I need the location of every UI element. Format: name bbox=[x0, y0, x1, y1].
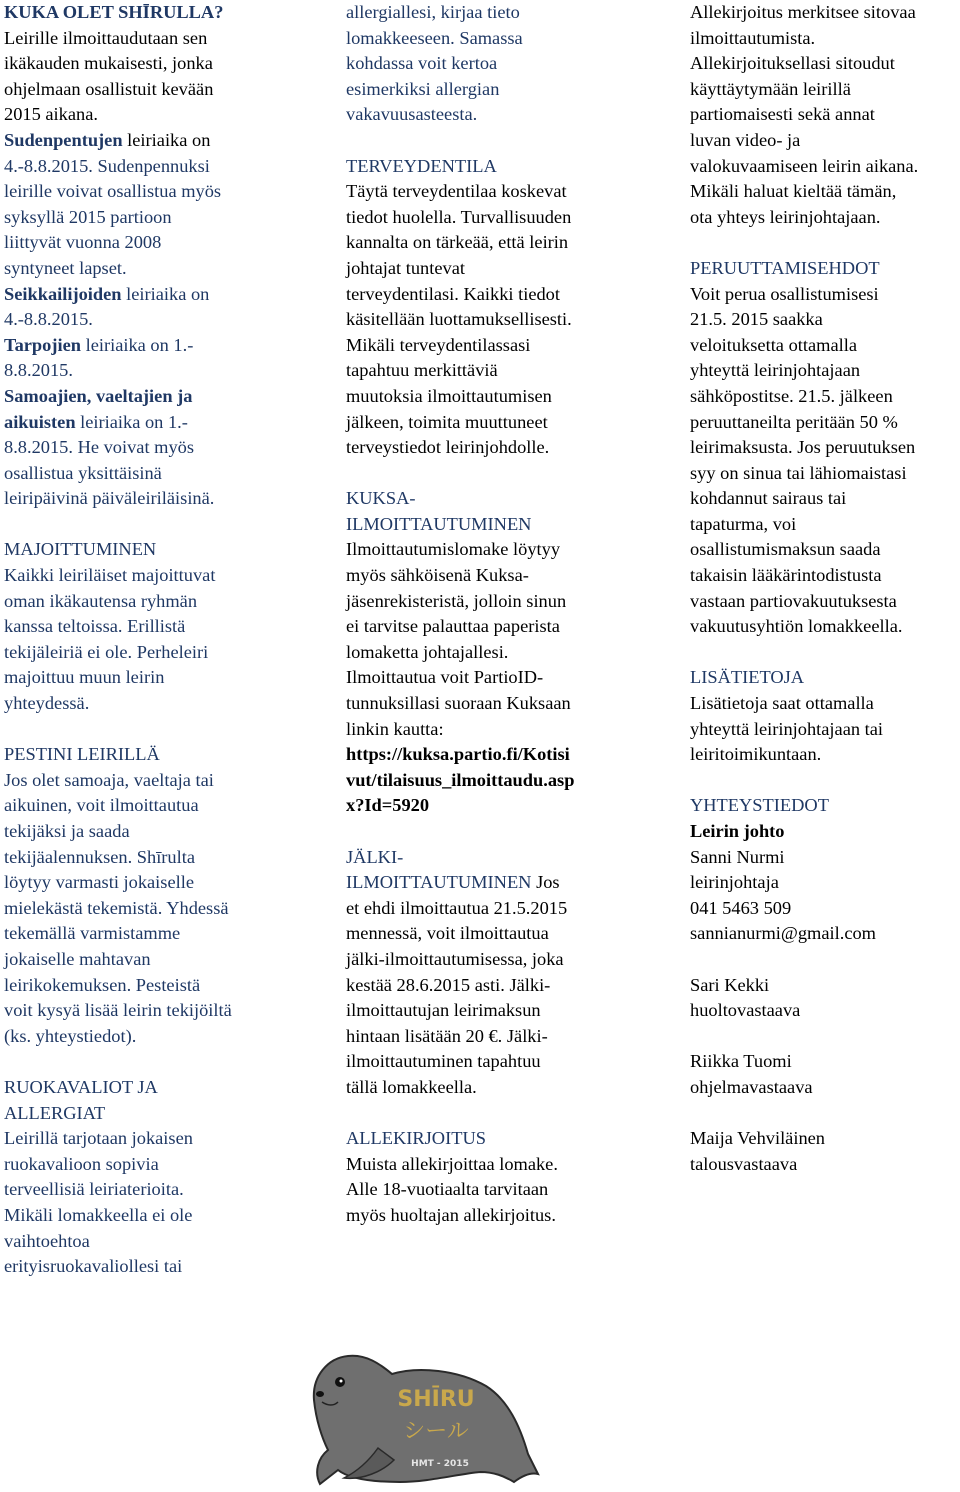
allekirjoitus-line: Alle 18-vuotiaalta tarvitaan bbox=[346, 1179, 549, 1200]
allergia-line: esimerkiksi allergian bbox=[346, 78, 500, 99]
terveys-line: Täytä terveydentilaa koskevat bbox=[346, 181, 567, 202]
ruokavaliot-line: Leirillä tarjotaan jokaisen bbox=[4, 1128, 193, 1149]
column-right bbox=[690, 0, 960, 1177]
kuksa-line: linkin kautta: bbox=[346, 718, 444, 739]
contact-role: leirinjohtaja bbox=[690, 872, 779, 893]
column-middle bbox=[346, 0, 676, 1229]
sudenpentujen-label: Sudenpentujen bbox=[4, 129, 123, 150]
aikuisten-text: leiriaika on 1.- bbox=[75, 411, 188, 432]
contact-name: Sanni Nurmi bbox=[690, 846, 785, 867]
pestini-line: tekijäksi ja saada bbox=[4, 821, 130, 841]
peruutus-line: veloituksetta ottamalla bbox=[690, 334, 857, 355]
pestini-line: aikuinen, voit ilmoittautua bbox=[4, 795, 199, 816]
kuksa-link[interactable]: x?Id=5920 bbox=[346, 795, 430, 816]
section-heading-majoittuminen: MAJOITTUMINEN bbox=[4, 539, 157, 560]
pestini-line: tekemällä varmistamme bbox=[4, 923, 181, 944]
contact-name: Riikka Tuomi bbox=[690, 1051, 792, 1072]
majoittuminen-line: yhteydessä. bbox=[4, 693, 90, 714]
majoittuminen-line: kanssa teltoissa. Erillistä bbox=[4, 616, 186, 637]
pestini-line: tekijäalennuksen. Shīrulta bbox=[4, 846, 196, 867]
majoittuminen-line: Kaikki leiriläiset majoittuvat bbox=[4, 565, 216, 586]
pestini-line: voit kysyä lisää leirin tekijöiltä bbox=[4, 1000, 232, 1021]
intro-line: 8.8.2015. He voivat myös bbox=[4, 437, 195, 458]
peruutus-line: kohdannut sairaus tai bbox=[690, 488, 847, 509]
allekirjoitus-line: myös huoltajan allekirjoitus. bbox=[346, 1204, 556, 1225]
ruokavaliot-line: ruokavalioon sopivia bbox=[4, 1153, 159, 1174]
pestini-line: leirikokemuksen. Pesteistä bbox=[4, 974, 201, 995]
jalki-line: ilmoittautujan leirimaksun bbox=[346, 1000, 541, 1021]
contact-role: huoltovastaava bbox=[690, 1000, 801, 1021]
section-heading-lisatiedot: LISÄTIETOJA bbox=[690, 667, 805, 688]
terveys-line: jälkeen, toimita muuttuneet bbox=[346, 411, 548, 432]
contact-name: Maija Vehviläinen bbox=[690, 1128, 826, 1149]
column-left bbox=[4, 0, 329, 1280]
peruutus-line: leirimaksusta. Jos peruutuksen bbox=[690, 437, 916, 458]
peruutus-line: takaisin lääkärintodistusta bbox=[690, 565, 882, 586]
intro-line: ohjelmaan osallistuit kevään bbox=[4, 78, 214, 99]
aikuisten-label: aikuisten bbox=[4, 411, 76, 432]
intro-line: syksyllä 2015 partioon bbox=[4, 206, 172, 227]
section-heading-pestini: PESTINI LEIRILLÄ bbox=[4, 744, 160, 765]
sitoumus-line: partiomaisesti sekä annat bbox=[690, 104, 875, 125]
pestini-line: (ks. yhteystiedot). bbox=[4, 1025, 137, 1046]
sitoumus-line: käyttäytymään leirillä bbox=[690, 78, 851, 99]
sitoumus-line: ota yhteys leirinjohtajaan. bbox=[690, 206, 881, 227]
section-heading-peruutus: PERUUTTAMISEHDOT bbox=[690, 257, 880, 278]
sitoumus-line: luvan video- ja bbox=[690, 129, 801, 150]
jalki-line: hintaan lisätään 20 €. Jälki- bbox=[346, 1025, 548, 1046]
seikkailijoiden-line bbox=[4, 282, 329, 308]
jalki-text: Jos bbox=[531, 872, 560, 893]
kuksa-line: myös sähköisenä Kuksa- bbox=[346, 565, 529, 586]
terveys-line: käsitellään luottamuksellisesti. bbox=[346, 309, 572, 330]
intro-line: 4.-8.8.2015. bbox=[4, 309, 93, 330]
majoittuminen-line: tekijäleiriä ei ole. Perheleiri bbox=[4, 641, 209, 662]
allergia-line: vakavuusasteesta. bbox=[346, 104, 478, 125]
lisatiedot-line: yhteyttä leirinjohtajaan tai bbox=[690, 718, 884, 739]
terveys-line: johtajat tuntevat bbox=[346, 257, 465, 278]
sudenpentujen-text: leiriaika on bbox=[122, 129, 211, 150]
terveys-line: kannalta on tärkeää, että leirin bbox=[346, 232, 569, 253]
section-heading-yhteystiedot: YHTEYSTIEDOT bbox=[690, 795, 829, 816]
kuksa-line: jäsenrekisteristä, jolloin sinun bbox=[346, 590, 567, 611]
section-heading-terveydentila: TERVEYDENTILA bbox=[346, 155, 497, 176]
section-heading-jalki-2: ILMOITTAUTUMINEN bbox=[346, 872, 532, 893]
logo-subtitle: シール bbox=[403, 1419, 469, 1444]
jalki-line: ilmoittautuminen tapahtuu bbox=[346, 1051, 541, 1072]
contact-role: ohjelmavastaava bbox=[690, 1076, 813, 1097]
jalki-line: et ehdi ilmoittautua 21.5.2015 bbox=[346, 897, 568, 918]
contact-role: talousvastaava bbox=[690, 1153, 798, 1174]
intro-line: 4.-8.8.2015. Sudenpennuksi bbox=[4, 155, 210, 176]
section-heading-kuksa-2: ILMOITTAUTUMINEN bbox=[346, 513, 532, 534]
peruutus-line: vastaan partiovakuutuksesta bbox=[690, 590, 897, 611]
terveys-line: terveydentilasi. Kaikki tiedot bbox=[346, 283, 560, 304]
sitoumus-line: valokuvaamiseen leirin aikana. bbox=[690, 155, 919, 176]
contact-phone: 041 5463 509 bbox=[690, 897, 792, 918]
tarpojien-label: Tarpojien bbox=[4, 334, 81, 355]
seikkailijoiden-label: Seikkailijoiden bbox=[4, 283, 122, 304]
aikuisten-line bbox=[4, 410, 329, 436]
section-heading-kuksa: KUKSA- bbox=[346, 488, 416, 509]
ruokavaliot-line: terveellisiä leiriaterioita. bbox=[4, 1179, 184, 1200]
jalki-line: kestää 28.6.2015 asti. Jälki- bbox=[346, 974, 551, 995]
logo-footer: HMT - 2015 bbox=[411, 1459, 469, 1469]
terveys-line: Mikäli terveydentilassasi bbox=[346, 334, 531, 355]
allergia-line: lomakkeeseen. Samassa bbox=[346, 27, 523, 48]
allergia-line: kohdassa voit kertoa bbox=[346, 53, 498, 74]
intro-line: osallistua yksittäisinä bbox=[4, 462, 162, 483]
intro-line: ikäkauden mukaisesti, jonka bbox=[4, 53, 213, 74]
kuksa-line: Ilmoittautumislomake löytyy bbox=[346, 539, 561, 560]
kuksa-link[interactable]: vut/tilaisuus_ilmoittaudu.asp bbox=[346, 769, 575, 790]
intro-line: Leirille ilmoittaudutaan sen bbox=[4, 27, 208, 48]
intro-line: leiripäivinä päiväleiriläisinä. bbox=[4, 488, 215, 509]
peruutus-line: yhteyttä leirinjohtajaan bbox=[690, 360, 861, 381]
contact-email[interactable]: sannianurmi@gmail.com bbox=[690, 923, 876, 944]
seal-logo bbox=[308, 1322, 540, 1490]
jalki-heading-line bbox=[346, 870, 676, 896]
pestini-line: Jos olet samoaja, vaeltaja tai bbox=[4, 769, 214, 790]
seal-nose bbox=[316, 1391, 324, 1397]
kuksa-line: Ilmoittautua voit PartioID- bbox=[346, 667, 544, 688]
majoittuminen-line: oman ikäkautensa ryhmän bbox=[4, 590, 198, 611]
logo-title: SHĪRU bbox=[397, 1387, 475, 1412]
sitoumus-line: Allekirjoituksellasi sitoudut bbox=[690, 53, 895, 74]
kuksa-line: tunnuksillasi suoraan Kuksaan bbox=[346, 693, 571, 714]
intro-line: liittyvät vuonna 2008 bbox=[4, 232, 162, 253]
peruutus-line: tapaturma, voi bbox=[690, 513, 797, 534]
intro-line: 2015 aikana. bbox=[4, 104, 98, 125]
jalki-line: tällä lomakkeella. bbox=[346, 1076, 477, 1097]
terveys-line: tapahtuu merkittäviä bbox=[346, 360, 498, 381]
peruutus-line: peruuttaneilta peritään 50 % bbox=[690, 411, 898, 432]
section-heading-allergiat: ALLERGIAT bbox=[4, 1102, 106, 1123]
section-heading-kuka-olet: KUKA OLET SHĪRULLA? bbox=[4, 2, 224, 22]
ruokavaliot-line: erityisruokavaliollesi tai bbox=[4, 1256, 183, 1277]
pestini-line: löytyy varmasti jokaiselle bbox=[4, 872, 194, 893]
section-heading-jalki: JÄLKI- bbox=[346, 846, 404, 867]
peruutus-line: Voit perua osallistumisesi bbox=[690, 283, 879, 304]
section-heading-allekirjoitus: ALLEKIRJOITUS bbox=[346, 1128, 486, 1149]
allekirjoitus-line: Muista allekirjoittaa lomake. bbox=[346, 1153, 558, 1174]
tarpojien-line bbox=[4, 333, 329, 359]
kuksa-link[interactable]: https://kuksa.partio.fi/Kotisi bbox=[346, 744, 570, 765]
sitoumus-line: Allekirjoitus merkitsee sitovaa bbox=[690, 2, 916, 22]
ruokavaliot-line: Mikäli lomakkeella ei ole bbox=[4, 1204, 193, 1225]
peruutus-line: syy on sinua tai lähiomaistasi bbox=[690, 462, 907, 483]
sitoumus-line: Mikäli haluat kieltää tämän, bbox=[690, 181, 897, 202]
kuksa-line: lomaketta johtajallesi. bbox=[346, 641, 509, 662]
tarpojien-text: leiriaika on 1.- bbox=[80, 334, 194, 355]
peruutus-line: osallistumismaksun saada bbox=[690, 539, 881, 560]
section-heading-ruokavaliot: RUOKAVALIOT JA bbox=[4, 1076, 158, 1097]
sitoumus-line: ilmoittautumista. bbox=[690, 27, 816, 48]
kuksa-line: ei tarvitse palauttaa paperista bbox=[346, 616, 560, 637]
contact-name: Sari Kekki bbox=[690, 974, 770, 995]
leirin-johto-heading: Leirin johto bbox=[690, 821, 785, 841]
sudenpentujen-line bbox=[4, 128, 329, 154]
terveys-line: terveystiedot leirinjohdolle. bbox=[346, 437, 550, 458]
terveys-line: muutoksia ilmoittautumisen bbox=[346, 385, 552, 406]
allergia-line: allergiallesi, kirjaa tieto bbox=[346, 2, 520, 22]
pestini-line: mielekästä tekemistä. Yhdessä bbox=[4, 897, 229, 918]
lisatiedot-line: leiritoimikuntaan. bbox=[690, 744, 822, 765]
intro-line: syntyneet lapset. bbox=[4, 257, 127, 278]
samoajien-label: Samoajien, vaeltajien ja bbox=[4, 385, 193, 406]
jalki-line: mennessä, voit ilmoittautua bbox=[346, 923, 549, 944]
peruutus-line: vakuutusyhtiön lomakkeella. bbox=[690, 616, 903, 637]
seikkailijoiden-text: leiriaika on bbox=[121, 283, 210, 304]
majoittuminen-line: majoittuu muun leirin bbox=[4, 667, 165, 688]
jalki-line: jälki-ilmoittautumisessa, joka bbox=[346, 948, 564, 969]
lisatiedot-line: Lisätietoja saat ottamalla bbox=[690, 693, 874, 714]
ruokavaliot-line: vaihtoehtoa bbox=[4, 1230, 90, 1251]
peruutus-line: 21.5. 2015 saakka bbox=[690, 309, 823, 330]
peruutus-line: sähköpostitse. 21.5. jälkeen bbox=[690, 385, 893, 406]
terveys-line: tiedot huolella. Turvallisuuden bbox=[346, 206, 572, 227]
intro-line: leirille voivat osallistua myös bbox=[4, 181, 222, 202]
intro-line: 8.8.2015. bbox=[4, 360, 73, 381]
pestini-line: jokaiselle mahtavan bbox=[4, 948, 151, 969]
